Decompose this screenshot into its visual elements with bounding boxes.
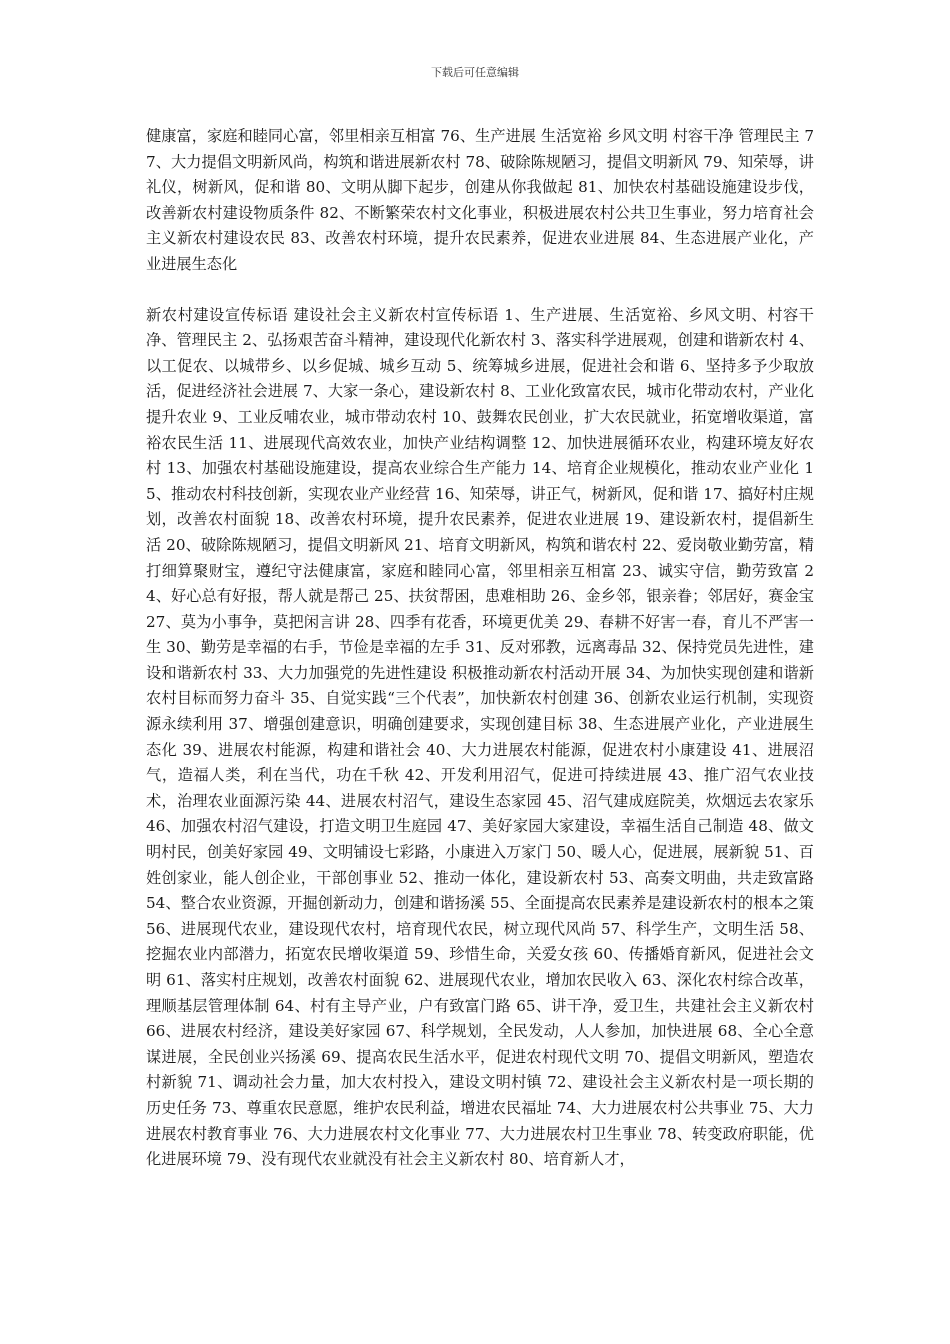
document-body <box>146 124 814 1173</box>
paragraph-slogans: 新农村建设宣传标语 建设社会主义新农村宣传标语 1、生产进展、生活宽裕、乡风文明、村容干净、管理民主 2、弘扬艰苦奋斗精神，建设现代化新农村 3、落实科学进展观，创建和谐新农村 4、以工促农、以城带乡、以乡促城、城乡互动 5、统筹城乡进展，促进社会和谐 6、坚持多予少取放活，促进经济社会进展 7、大家一条心，建设新农村 8、工业化致富农民，城市化带动农村，产业化提升农业 9、工业反哺农业，城市带动农村 10、鼓舞农民创业，扩大农民就业，拓宽增收渠道，富裕农民生活 11、进展现代高效农业，加快产业结构调整 12、加快进展循环农业，构建环境友好农村 13、加强农村基础设施建设，提高农业综合生产能力 14、培育企业规模化，推动农业产业化 15、推动农村科技创新，实现农业产业经营 16、知荣辱，讲正气，树新风，促和谐 17、搞好村庄规划，改善农村面貌 18、改善农村环境，提升农民素养，促进农业进展 19、建设新农村，提倡新生活 20、破除陈规陋习，提倡文明新风 21、培育文明新风，构筑和谐农村 22、爱岗敬业勤劳富，精打细算聚财宝，遵纪守法健康富，家庭和睦同心富，邻里相亲互相富 23、诚实守信，勤劳致富 24、好心总有好报，帮人就是帮己 25、扶贫帮困，患难相助 26、金乡邻，银亲眷；邻居好，赛金宝 27、莫为小事争，莫把闲言讲 28、四季有花香，环境更优美 29、春耕不好害一春，育儿不严害一生 30、勤劳是幸福的右手，节俭是幸福的左手 31、反对邪教，远离毒品 32、保持党员先进性，建设和谐新农村 33、大力加强党的先进性建设 积极推动新农村活动开展 34、为加快实现创建和谐新农村目标而努力奋斗 35、自觉实践“三个代表”，加快新农村创建 36、创新农业运行机制，实现资源永续利用 37、增强创建意识，明确创建要求，实现创建目标 38、生态进展产业化，产业进展生态化 39、进展农村能源，构建和谐社会 40、大力进展农村能源，促进农村小康建设 41、进展沼气，造福人类，利在当代，功在千秋 42、开发利用沼气，促进可持续进展 43、推广沼气农业技术，治理农业面源污染 44、进展农村沼气，建设生态家园 45、沼气建成庭院美，炊烟远去农家乐 46、加强农村沼气建设，打造文明卫生庭园 47、美好家园大家建设，幸福生活自己制造 48、做文明村民，创美好家园 49、文明铺设七彩路，小康进入万家门 50、暖人心，促进展，展新貌 51、百姓创家业，能人创企业，干部创事业 52、推动一体化，建设新农村 53、高奏文明曲，共走致富路 54、整合农业资源，开掘创新动力，创建和谐扬溪 55、全面提高农民素养是建设新农村的根本之策 56、进展现代农业，建设现代农村，培育现代农民，树立现代风尚 57、科学生产，文明生活 58、挖掘农业内部潜力，拓宽农民增收渠道 59、珍惜生命，关爱女孩 60、传播婚育新风，促进社会文明 61、落实村庄规划，改善农村面貌 62、进展现代农业，增加农民收入 63、深化农村综合改革，理顺基层管理体制 64、村有主导产业，户有致富门路 65、讲干净，爱卫生，共建社会主义新农村 66、进展农村经济，建设美好家园 67、科学规划，全民发动，人人参加，加快进展 68、全心全意谋进展，全民创业兴扬溪 69、提高农民生活水平，促进农村现代文明 70、提倡文明新风，塑造农村新貌 71、调动社会力量，加大农村投入，建设文明村镇 72、建设社会主义新农村是一项长期的历史任务 73、尊重农民意愿，维护农民利益，增进农民福址 74、大力进展农村公共事业 75、大力进展农村教育事业 76、大力进展农村文化事业 77、大力进展农村卫生事业 78、转变政府职能，优化进展环境 79、没有现代农业就没有社会主义新农村 80、培育新人才， <box>146 305 814 1169</box>
page-header: 下载后可任意编辑 <box>431 66 519 79</box>
paragraph-continuation: 健康富，家庭和睦同心富，邻里相亲互相富 76、生产进展 生活宽裕 乡风文明 村容干净 管理民主 77、大力提倡文明新风尚，构筑和谐进展新农村 78、破除陈规陋习，提倡文明新风 79、知荣辱，讲礼仪，树新风，促和谐 80、文明从脚下起步，创建从你我做起 81、加快农村基础设施建设步伐，改善新农村建设物质条件 82、不断繁荣农村文化事业，积极进展农村公共卫生事业，努力培育社会主义新农村建设农民 83、改善农村环境，提升农民素养，促进农业进展 84、生态进展产业化，产业进展生态化 <box>146 127 814 273</box>
